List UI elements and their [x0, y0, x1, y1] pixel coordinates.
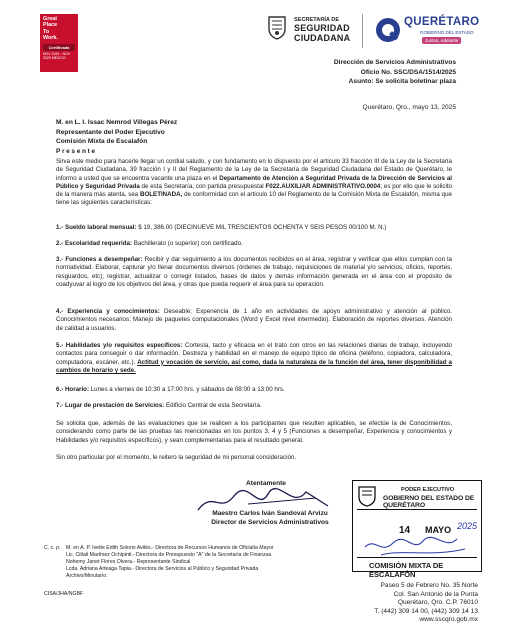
item-escolaridad [56, 240, 452, 248]
item-label: 1.- Sueldo laboral mensual: [56, 224, 137, 231]
stamp-line2: GOBIERNO DEL ESTADO DE QUERÉTARO [383, 495, 475, 509]
ccp-row: Nohemy Janet Flores Olvera.- Representante Sindical [66, 559, 191, 565]
intro-partida: F022.AUXILIAR ADMINISTRATIVO.0004 [265, 182, 381, 190]
item-funciones [56, 256, 452, 289]
item-label: 3.- Funciones a desempeñar: [56, 256, 143, 263]
item-sueldo [56, 224, 452, 232]
ssc-line3: CIUDADANA [294, 32, 351, 43]
item-label: 6.- Horario: [56, 386, 90, 393]
website-link[interactable]: www.sscqro.gob.mx [419, 616, 478, 624]
received-stamp [352, 480, 482, 579]
queretaro-subtitle: GOBIERNO DEL ESTADO [420, 30, 474, 35]
intro-text: de esta Secretaría, con partida presupuestal [139, 182, 266, 190]
queretaro-name: QUERÉTARO [404, 16, 480, 28]
initials: CISA/JHA/NGBF [44, 591, 84, 597]
signer-name: Maestro Carlos Iván Sandoval Arvizu [212, 510, 328, 517]
signer-block [190, 510, 350, 527]
intro-paragraph [56, 158, 452, 208]
item-habilidades [56, 342, 452, 375]
logo-divider [362, 14, 363, 48]
ssc-line2: SEGURIDAD [294, 23, 350, 33]
item-experiencia [56, 308, 452, 333]
item-text: Edificio Central de esta Secretaría. [164, 402, 262, 409]
stamp-year: 2025 [457, 521, 478, 531]
ccp-label: C. c. p. [44, 545, 61, 551]
ccp-row: M. en A. P. Ivette Edith Solorio Avilés.- Directora de Recursos Humanos de Oficialía Mayor [66, 545, 274, 551]
oficio-number: Oficio No. SSC/DSA/1514/2025 [360, 68, 456, 76]
closing-sentence: Sin otro particular por el momento, le reitero la seguridad de mi personal consideración. [56, 454, 297, 461]
great-place-to-work-badge [40, 14, 78, 72]
queretaro-badge: Juntos, Adelante [422, 37, 461, 44]
stamp-rule [357, 509, 477, 510]
stamp-line3: COMISIÓN MIXTA DE ESCALAFÓN [369, 561, 444, 579]
intro-text: ; es por ello que le solicito de la manera más atenta, sea [56, 182, 452, 199]
item-text: Bachillerato (o superior) con certificado. [132, 240, 243, 247]
addressee-presente: Presente [56, 147, 97, 155]
gptw-line: Great [43, 16, 58, 22]
signature-block [176, 480, 356, 489]
ccp-row: Lic. Citlali Martínez Ochipinti.- Directora de Presupuesto "A" de la Secretaría de Finanzas. [66, 552, 273, 558]
gptw-line: Work. [43, 35, 58, 42]
gptw-line: Place [43, 22, 58, 29]
ssc-line1: SECRETARÍA DE [294, 17, 340, 23]
address-block [374, 582, 478, 625]
ccp-row: Archivo/Minutario. [66, 573, 108, 579]
ccp-block [44, 545, 274, 580]
document-header [334, 58, 456, 87]
item-label: 5.- Habilidades y/o requisitos específicos: [56, 342, 183, 349]
gptw-certification: Certificada [43, 44, 75, 51]
item-horario [56, 386, 452, 394]
stamp-line1: PODER EJECUTIVO [401, 487, 455, 493]
asunto-line: Asunto: Se solicita boletinar plaza [348, 78, 456, 86]
address-line: Paseo 5 de Febrero No. 35 Norte [380, 582, 478, 589]
signer-title: Director de Servicios Administrativos [211, 518, 329, 526]
addressee-role: Representante del Poder Ejecutivo [56, 128, 165, 136]
ssc-logo-text [294, 16, 360, 43]
intro-text: Sirva este medio para hacerle llegar un cordial saludo, y con fundamento en lo dispuesto por el artículo 33 fracción III de la Ley de la Secretaría de Seguridad Ciudadana, 39 fracción I y II del Reglamento de la Ley de la Secretaría de Seguridad Ciudadana del Estado de Querétaro, le informo a usted que se encuentra vacante una plaza en el [56, 158, 452, 182]
address-line: Querétaro, Qro. C.P. 76010 [397, 599, 478, 607]
item-label: 4.- Experiencia y conocimientos: [56, 308, 160, 315]
item-label: 7.- Lugar de prestación de Servicios: [56, 402, 165, 409]
item-lugar [56, 402, 452, 410]
closing-paragraph: Se solicita que, además de las evaluaciones que se realicen a los participantes que resulten aplicables, se efectúe la de Conocimientos, considerando como parte de las pruebas las mencionadas en los puntos 3, 4 y 5 (Funciones a desempeñar, Experiencia y conocimientos y Habilidades y/o requisitos específicos), y sean complementarias para el resultado general. [56, 420, 452, 444]
item-text: Deseable: Experiencia de 1 año en actividades de apoyo administrativo y atención al público. Conocimientos necesarios: Manejo de paquetes computacionales (Word y Excel nivel intermedio). Elaboración de reportes diversos. Atención de calidad a usuarios. [56, 308, 453, 332]
item-text: $ 19, 386.00 (DIECINUEVE MIL TRESCIENTOS OCHENTA Y SEIS PESOS 00/100 M. N.) [136, 224, 387, 231]
item-underlined: Actitud y vocación de servicio, así como, dada la naturaleza de la función del área, tener disponibilidad a cambios de horario y sede. [56, 358, 452, 374]
intro-department: Departamento de Atención a Seguridad Privada de la Dirección de Servicios al Público y Seguridad Privada [56, 174, 452, 190]
direction-name: Dirección de Servicios Administrativos [333, 59, 456, 66]
gptw-period: NOV 2024 - NOV 2025 MÉXICO [43, 51, 71, 60]
gptw-line: To [43, 28, 50, 35]
stamp-rule [357, 557, 477, 558]
stamp-day: 14 [399, 525, 411, 536]
document-date: Querétaro, Qro., mayo 13, 2025 [362, 104, 456, 111]
atentamente-label: Atentamente [246, 480, 286, 487]
addressee-commission: Comisión Mixta de Escalafón [56, 138, 148, 146]
state-seal-icon [266, 14, 288, 40]
stamp-month: MAYO [425, 525, 452, 535]
item-text: Cortesía, tacto y eficacia en el trato con otros en las relaciones diarias de trabajo, incluyendo contactos para conseguir o dar información. Destreza y habilidad en el manejo de equipo típico de oficina (teléfono, copiadora, calculadora, computadora, escáner, etc.). [56, 342, 452, 366]
intro-text: de conformidad con el artículo 10 del Reglamento de la Comisión Mixta de Escalafón, misma que tiene las siguientes características: [56, 191, 452, 207]
item-label: 2.- Escolaridad requerida: [56, 240, 132, 247]
stamp-seal-icon [357, 485, 377, 507]
addressee-name: M. en L. I. Issac Nemrod Villegas Pérez [56, 119, 178, 126]
item-text: Lunes a viernes de 10:30 a 17:00 hrs. y sábados de 08:00 a 13:00 hrs. [89, 386, 285, 393]
addressee-block [56, 118, 177, 156]
queretaro-logo-icon [374, 16, 402, 44]
intro-boletinada: BOLETINADA, [140, 191, 183, 199]
ccp-row: Lcda. Adriana Arteaga Tapia.- Directora de Servicios al Público y Seguridad Privada [66, 566, 259, 572]
address-line: T. (442) 309 14 00, (442) 309 14 13 [374, 607, 478, 615]
address-line: Col. San Antonio de la Punta [393, 590, 478, 598]
stamp-handwriting-icon [361, 535, 475, 559]
item-text: Recibir y dar seguimiento a los documentos recibidos en el área, registrar y verificar que ellos cumplan con la normatividad. Elaborar, capturar y/o llenar documentos diversos (órdenes de trabajo, requisiciones de material y/o servicios, oficios, reportes, resguardos, etc); registrar, actualizar o corregir listados, bases de datos y demás información generada en el área con el propósito de coadyuvar al logro de los objetivos del área, y otras que pueda requerir el área para su operación. [56, 256, 452, 288]
